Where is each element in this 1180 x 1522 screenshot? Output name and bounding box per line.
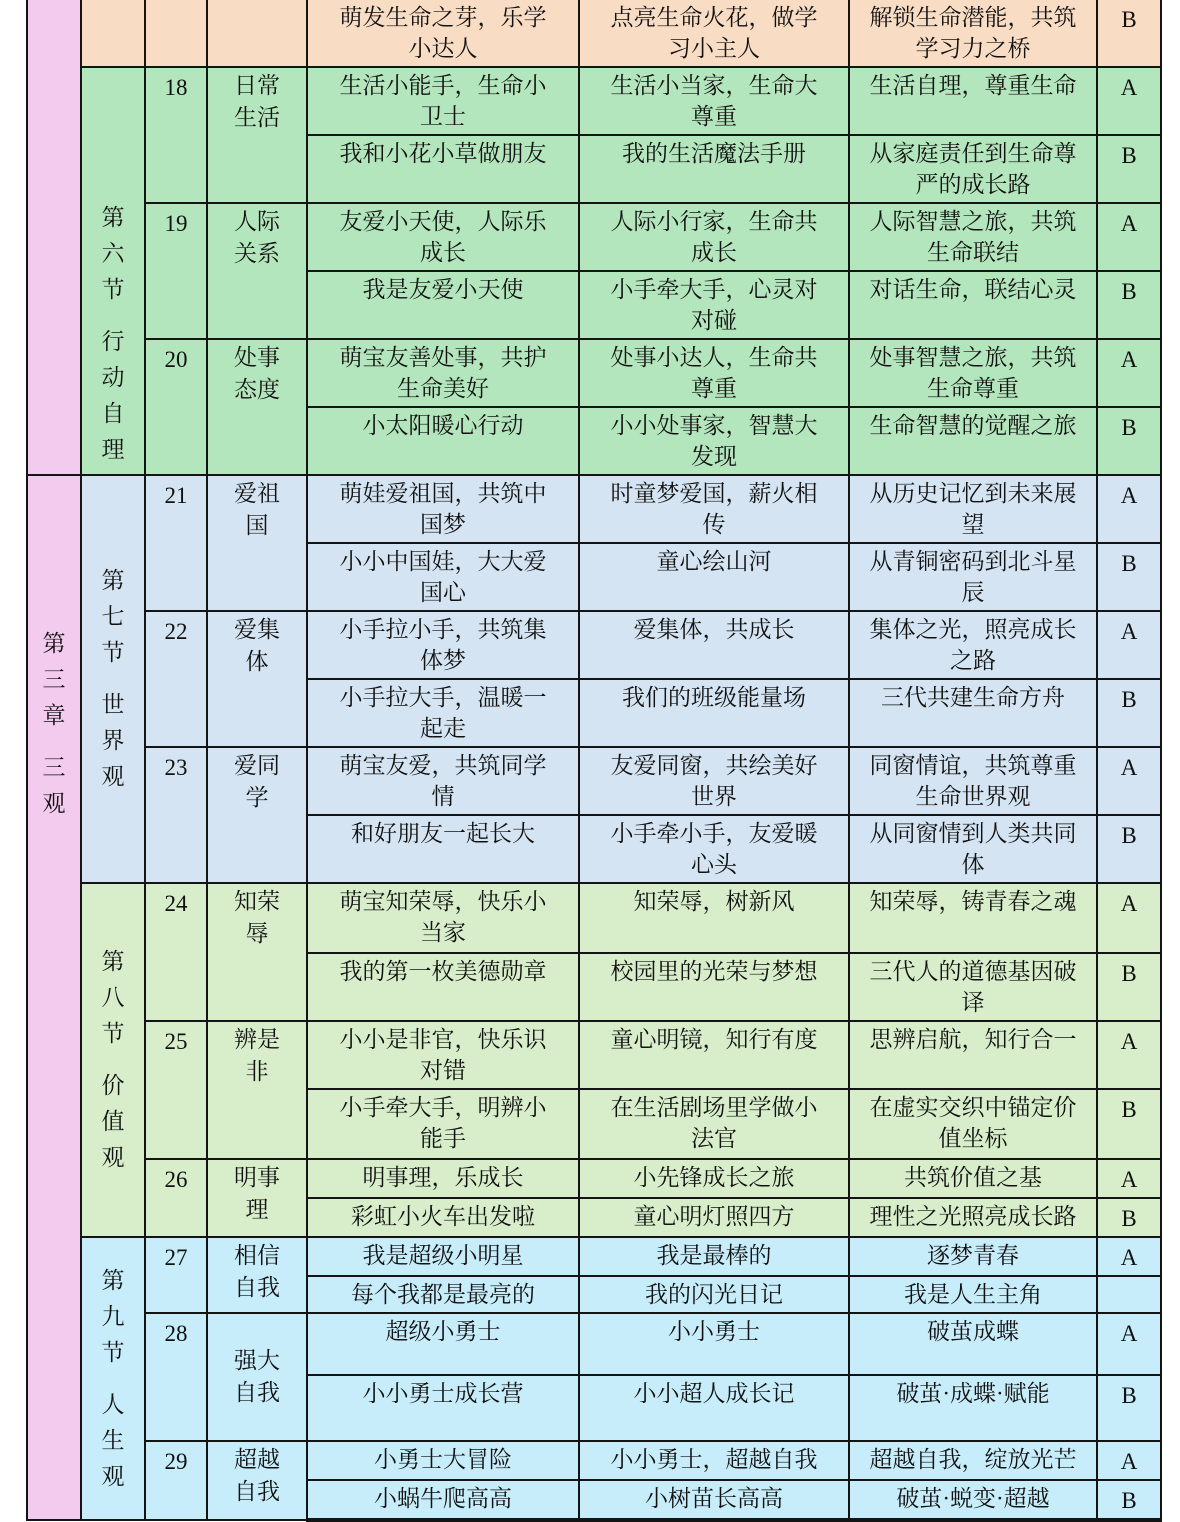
- grade-cell: A: [1097, 1237, 1161, 1276]
- course-level2-cell: 知荣辱，树新风: [579, 883, 849, 953]
- vertical-text-gap: [30, 734, 78, 750]
- vertical-text-char: 三: [42, 667, 66, 692]
- vertical-text-char: 八: [101, 985, 125, 1010]
- course-level1-cell: 小太阳暖心行动: [307, 407, 579, 475]
- unit-number-cell: 18: [145, 67, 207, 203]
- topic-cell: 超越自我: [207, 1441, 307, 1520]
- course-level1-cell: 小手拉大手，温暖一起走: [307, 679, 579, 747]
- course-level1-cell: 明事理，乐成长: [307, 1159, 579, 1198]
- grade-cell: A: [1097, 1021, 1161, 1089]
- course-level3-cell: 超越自我，绽放光芒: [849, 1441, 1097, 1480]
- vertical-text-char: 第: [101, 949, 125, 974]
- course-level3-cell: 从青铜密码到北斗星辰: [849, 543, 1097, 611]
- grade-cell: B: [1097, 1198, 1161, 1237]
- vertical-text-char: 章: [42, 703, 66, 728]
- unit-number-cell: 26: [145, 1159, 207, 1237]
- course-level1-cell: 小手牵大手，明辨小能手: [307, 1089, 579, 1159]
- course-level3-cell: 逐梦青春: [849, 1237, 1097, 1276]
- course-level1-cell: 友爱小天使，人际乐成长: [307, 203, 579, 271]
- vertical-text-char: 节: [101, 1021, 125, 1046]
- vertical-text-char: 第: [101, 568, 125, 593]
- course-level1-cell: 生活小能手，生命小卫士: [307, 67, 579, 135]
- grade-cell: A: [1097, 203, 1161, 271]
- course-level1-cell: 小小是非官，快乐识对错: [307, 1021, 579, 1089]
- chapter-cell: [27, 475, 81, 1520]
- topic-cell: 明事理: [207, 1159, 307, 1237]
- course-level2-cell: 人际小行家，生命共成长: [579, 203, 849, 271]
- unit-number-cell: 24: [145, 883, 207, 1021]
- course-level2-cell: 我的闪光日记: [579, 1276, 849, 1313]
- course-level2-cell: 小小处事家，智慧大发现: [579, 407, 849, 475]
- course-level3-cell: 知荣辱，铸青春之魂: [849, 883, 1097, 953]
- course-level1-cell: 萌发生命之芽，乐学小达人: [307, 0, 579, 67]
- grade-cell: A: [1097, 67, 1161, 135]
- course-level3-cell: 从同窗情到人类共同体: [849, 815, 1097, 883]
- section-cell: [81, 1237, 145, 1520]
- course-level2-cell: 童心明灯照四方: [579, 1198, 849, 1237]
- course-level3-cell: 理性之光照亮成长路: [849, 1198, 1097, 1237]
- vertical-text-char: 价: [101, 1073, 125, 1098]
- vertical-text-char: 观: [101, 1145, 125, 1170]
- course-level2-cell: 我们的班级能量场: [579, 679, 849, 747]
- section-cell: [81, 67, 145, 475]
- vertical-text-char: 观: [101, 764, 125, 789]
- course-level2-cell: 小先锋成长之旅: [579, 1159, 849, 1198]
- topic-cell: 强大自我: [207, 1313, 307, 1441]
- grade-cell: B: [1097, 953, 1161, 1021]
- grade-cell: A: [1097, 339, 1161, 407]
- course-level1-cell: 小小中国娃，大大爱国心: [307, 543, 579, 611]
- table-row: [27, 0, 1161, 67]
- topic-cell: 处事态度: [207, 339, 307, 475]
- course-level1-cell: 我是友爱小天使: [307, 271, 579, 339]
- course-level2-cell: 处事小达人，生命共尊重: [579, 339, 849, 407]
- vertical-text-gap: [84, 308, 142, 324]
- grade-cell: [1097, 1276, 1161, 1313]
- course-level1-cell: 萌宝友善处事，共护生命美好: [307, 339, 579, 407]
- vertical-text-char: 九: [101, 1303, 125, 1329]
- vertical-text-char: 七: [101, 604, 125, 629]
- unit-number-cell: 28: [145, 1313, 207, 1441]
- course-level3-cell: 三代共建生命方舟: [849, 679, 1097, 747]
- table-row: [27, 339, 1161, 407]
- course-level3-cell: 从历史记忆到未来展望: [849, 475, 1097, 543]
- vertical-text-char: 第: [42, 631, 66, 656]
- unit-number-cell: 21: [145, 475, 207, 611]
- course-level1-cell: 小小勇士成长营: [307, 1375, 579, 1441]
- grade-cell: B: [1097, 1089, 1161, 1159]
- unit-number-cell: 23: [145, 747, 207, 883]
- vertical-text-char: 节: [101, 1339, 125, 1365]
- course-level3-cell: 集体之光，照亮成长之路: [849, 611, 1097, 679]
- course-level2-cell: 我的生活魔法手册: [579, 135, 849, 203]
- unit-number-cell: 25: [145, 1021, 207, 1159]
- table-row: [27, 1021, 1161, 1089]
- course-level1-cell: 我是超级小明星: [307, 1237, 579, 1276]
- curriculum-table-body: [27, 0, 1161, 1520]
- course-level3-cell: 同窗情谊，共筑尊重生命世界观: [849, 747, 1097, 815]
- topic-cell: 相信自我: [207, 1237, 307, 1313]
- vertical-text-char: 第: [101, 205, 125, 230]
- course-level2-cell: 时童梦爱国，薪火相传: [579, 475, 849, 543]
- topic-cell: 知荣辱: [207, 883, 307, 1021]
- topic-cell: 爱同学: [207, 747, 307, 883]
- grade-cell: B: [1097, 0, 1161, 67]
- vertical-text-char: 节: [101, 640, 125, 665]
- course-level1-cell: 每个我都是最亮的: [307, 1276, 579, 1313]
- course-level2-cell: 小手牵小手，友爱暖心头: [579, 815, 849, 883]
- grade-cell: B: [1097, 1480, 1161, 1520]
- grade-cell: B: [1097, 679, 1161, 747]
- unit-number-cell: 20: [145, 339, 207, 475]
- grade-cell: B: [1097, 815, 1161, 883]
- course-level1-cell: 萌宝知荣辱，快乐小当家: [307, 883, 579, 953]
- vertical-text-char: 行: [101, 329, 125, 354]
- vertical-text-char: 六: [101, 241, 125, 266]
- grade-cell: B: [1097, 1375, 1161, 1441]
- table-row: [27, 1313, 1161, 1375]
- course-level3-cell: 破茧·蜕变·超越: [849, 1480, 1097, 1520]
- grade-cell: A: [1097, 1159, 1161, 1198]
- grade-cell: A: [1097, 475, 1161, 543]
- course-level2-cell: 生活小当家，生命大尊重: [579, 67, 849, 135]
- course-level2-cell: 小手牵大手，心灵对对碰: [579, 271, 849, 339]
- course-level2-cell: 小小勇士，超越自我: [579, 1441, 849, 1480]
- course-level3-cell: 生活自理，尊重生命: [849, 67, 1097, 135]
- vertical-text-char: 自: [101, 401, 125, 426]
- course-level3-cell: 解锁生命潜能，共筑学习力之桥: [849, 0, 1097, 67]
- unit-number-cell: 19: [145, 203, 207, 339]
- vertical-text-char: 人: [101, 1391, 125, 1417]
- table-row: [27, 67, 1161, 135]
- course-level2-cell: 爱集体，共成长: [579, 611, 849, 679]
- section-cell: [81, 0, 145, 67]
- vertical-text-char: 界: [101, 728, 125, 753]
- vertical-text-char: 生: [101, 1427, 125, 1453]
- course-level2-cell: 校园里的光荣与梦想: [579, 953, 849, 1021]
- course-level2-cell: 点亮生命火花，做学习小主人: [579, 0, 849, 67]
- course-level1-cell: 小勇士大冒险: [307, 1441, 579, 1480]
- course-level2-cell: 在生活剧场里学做小法官: [579, 1089, 849, 1159]
- topic-cell: 人际关系: [207, 203, 307, 339]
- course-level3-cell: 对话生命，联结心灵: [849, 271, 1097, 339]
- section-cell: [81, 883, 145, 1237]
- grade-cell: A: [1097, 1313, 1161, 1375]
- topic-cell: 日常生活: [207, 67, 307, 203]
- chapter-cell: [27, 0, 81, 475]
- course-level3-cell: 三代人的道德基因破译: [849, 953, 1097, 1021]
- topic-cell: 辨是非: [207, 1021, 307, 1159]
- vertical-text-char: 世: [101, 692, 125, 717]
- course-level3-cell: 人际智慧之旅，共筑生命联结: [849, 203, 1097, 271]
- course-level3-cell: 思辨启航，知行合一: [849, 1021, 1097, 1089]
- topic-cell: [207, 0, 307, 67]
- grade-cell: B: [1097, 135, 1161, 203]
- course-level1-cell: 超级小勇士: [307, 1313, 579, 1375]
- course-level2-cell: 小小超人成长记: [579, 1375, 849, 1441]
- curriculum-table: [26, 0, 1162, 1522]
- course-level3-cell: 在虚实交织中锚定价值坐标: [849, 1089, 1097, 1159]
- vertical-text-char: 理: [101, 437, 125, 462]
- course-level1-cell: 彩虹小火车出发啦: [307, 1198, 579, 1237]
- table-row: [27, 203, 1161, 271]
- table-row: [27, 747, 1161, 815]
- course-level3-cell: 我是人生主角: [849, 1276, 1097, 1313]
- table-row: [27, 883, 1161, 953]
- grade-cell: B: [1097, 543, 1161, 611]
- course-level2-cell: 小树苗长高高: [579, 1480, 849, 1520]
- course-level1-cell: 萌娃爱祖国，共筑中国梦: [307, 475, 579, 543]
- course-level1-cell: 小手拉小手，共筑集体梦: [307, 611, 579, 679]
- grade-cell: A: [1097, 611, 1161, 679]
- course-level1-cell: 和好朋友一起长大: [307, 815, 579, 883]
- course-level2-cell: 友爱同窗，共绘美好世界: [579, 747, 849, 815]
- grade-cell: A: [1097, 747, 1161, 815]
- course-level1-cell: 我和小花小草做朋友: [307, 135, 579, 203]
- course-level2-cell: 小小勇士: [579, 1313, 849, 1375]
- topic-cell: 爱集体: [207, 611, 307, 747]
- vertical-text-char: 动: [101, 365, 125, 390]
- unit-number-cell: 27: [145, 1237, 207, 1313]
- course-level3-cell: 从家庭责任到生命尊严的成长路: [849, 135, 1097, 203]
- vertical-text-char: 观: [42, 791, 66, 816]
- grade-cell: B: [1097, 271, 1161, 339]
- table-row: [27, 1159, 1161, 1198]
- vertical-text-char: 值: [101, 1109, 125, 1134]
- grade-cell: B: [1097, 407, 1161, 475]
- course-level2-cell: 童心绘山河: [579, 543, 849, 611]
- table-row: [27, 1441, 1161, 1480]
- grade-cell: A: [1097, 1441, 1161, 1480]
- unit-number-cell: 22: [145, 611, 207, 747]
- vertical-text-char: 节: [101, 277, 125, 302]
- section-cell: [81, 475, 145, 883]
- vertical-text-char: 观: [101, 1463, 125, 1489]
- table-row: [27, 1237, 1161, 1276]
- course-level3-cell: 生命智慧的觉醒之旅: [849, 407, 1097, 475]
- course-level1-cell: 我的第一枚美德勋章: [307, 953, 579, 1021]
- course-level3-cell: 处事智慧之旅，共筑生命尊重: [849, 339, 1097, 407]
- vertical-text-gap: [84, 1371, 142, 1387]
- vertical-text-char: 三: [42, 755, 66, 780]
- course-level3-cell: 破茧·成蝶·赋能: [849, 1375, 1097, 1441]
- course-level1-cell: 小蜗牛爬高高: [307, 1480, 579, 1520]
- vertical-text-char: 第: [101, 1267, 125, 1293]
- course-level2-cell: 童心明镜，知行有度: [579, 1021, 849, 1089]
- table-row: [27, 611, 1161, 679]
- course-level2-cell: 我是最棒的: [579, 1237, 849, 1276]
- unit-number-cell: [145, 0, 207, 67]
- grade-cell: A: [1097, 883, 1161, 953]
- table-row: [27, 475, 1161, 543]
- course-level1-cell: 萌宝友爱，共筑同学情: [307, 747, 579, 815]
- vertical-text-gap: [84, 671, 142, 687]
- course-level3-cell: 破茧成蝶: [849, 1313, 1097, 1375]
- course-level3-cell: 共筑价值之基: [849, 1159, 1097, 1198]
- topic-cell: 爱祖国: [207, 475, 307, 611]
- vertical-text-gap: [84, 1052, 142, 1068]
- unit-number-cell: 29: [145, 1441, 207, 1520]
